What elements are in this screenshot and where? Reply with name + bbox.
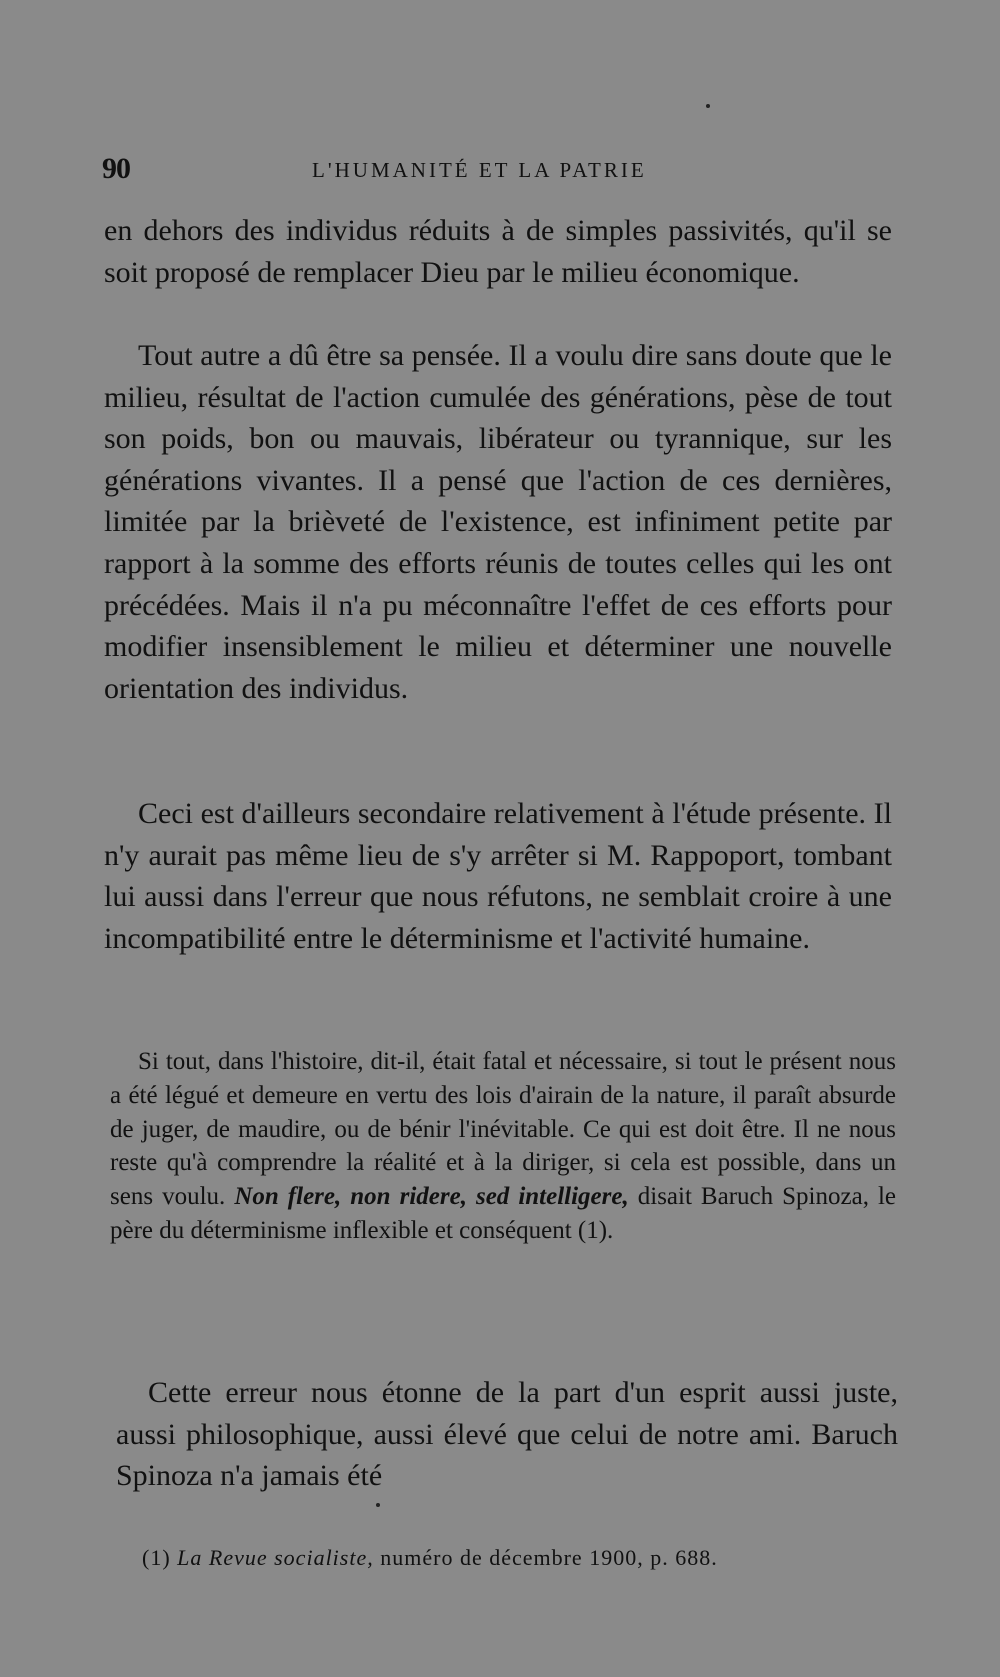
quote-text-before: Si tout, dans l'histoire, dit-il, était fatal et nécessaire, si tout le présent nous a été légué et demeure en vertu des lois d'airain de la nature, il paraît absurde de juger, de maudire, ou de bénir l'inévitable. Ce qui est doit être. Il ne nous reste qu'à comprendre la réalité et à la diriger, si cela est possible, dans un sens voulu.: [110, 1048, 896, 1211]
body-paragraph-1: en dehors des individus réduits à de simples passivités, qu'il se soit proposé de remplacer Dieu par le milieu économique.: [104, 214, 892, 289]
footnote-marker: (1): [142, 1545, 171, 1570]
page-header: [102, 152, 892, 188]
body-paragraph-3: Ceci est d'ailleurs secondaire relativement à l'étude présente. Il n'y aurait pas même lieu de s'y arrêter si M. Rappoport, tombant lui aussi dans l'erreur que nous réfutons, ne semblait croire à une incompatibilité entre le déterminisme et l'activité humaine.: [104, 797, 892, 955]
footnote-source-title: La Revue socialiste,: [177, 1545, 374, 1570]
print-speck: [376, 1503, 380, 1507]
body-paragraph-4: Cette erreur nous étonne de la part d'un esprit aussi juste, aussi philosophique, aussi élevé que celui de notre ami. Baruch Spinoza n'a jamais été: [116, 1376, 898, 1493]
print-speck: [706, 104, 710, 108]
block-quote: [110, 1045, 896, 1248]
running-title: L'HUMANITÉ ET LA PATRIE: [312, 158, 647, 182]
footnote-details: numéro de décembre 1900, p. 688.: [380, 1545, 718, 1570]
body-paragraph-2: Tout autre a dû être sa pensée. Il a voulu dire sans doute que le milieu, résultat de l'action cumulée des générations, pèse de tout son poids, bon ou mauvais, libérateur ou tyrannique, sur les générations vivantes. Il a pensé que l'action de ces dernières, limitée par la brièveté de l'existence, est infiniment petite par rapport à la somme des efforts réunis de toutes celles qui les ont précédées. Mais il n'a pu méconnaître l'effet de ces efforts pour modifier insensiblement le milieu et déterminer une nouvelle orientation des individus.: [104, 339, 892, 705]
page-number: 90: [102, 152, 130, 185]
quote-latin-phrase: Non flere, non ridere, sed intelligere,: [234, 1183, 629, 1211]
quote-text-after: disait Baruch Spinoza, le père du déterminisme inflexible et conséquent (1).: [110, 1183, 897, 1244]
footnote: [142, 1544, 882, 1572]
